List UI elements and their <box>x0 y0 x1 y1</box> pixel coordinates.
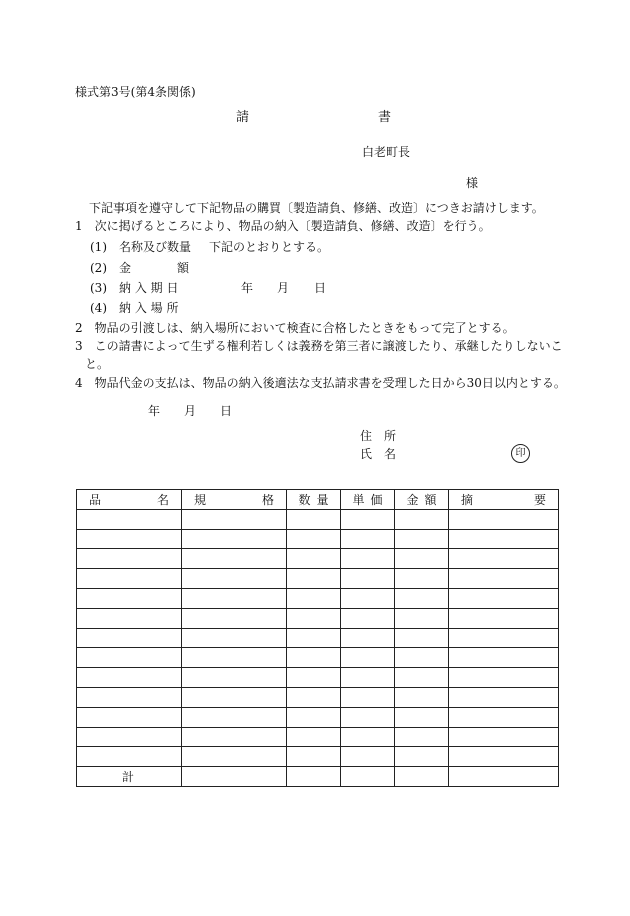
table-cell[interactable] <box>182 687 287 707</box>
table-cell[interactable] <box>182 509 287 529</box>
table-cell[interactable] <box>341 529 395 549</box>
table-cell[interactable] <box>77 707 182 727</box>
table-cell[interactable] <box>395 687 449 707</box>
table-cell[interactable] <box>449 549 559 569</box>
table-cell[interactable] <box>287 727 341 747</box>
header-spec: 規 格 <box>182 490 287 510</box>
table-cell[interactable] <box>182 707 287 727</box>
header-item-name: 品 名 <box>77 490 182 510</box>
clause-1-2-label2: 額 <box>177 261 190 275</box>
header-quantity: 数 量 <box>287 490 341 510</box>
addressee: 白老町長 <box>362 145 411 159</box>
table-cell[interactable] <box>449 509 559 529</box>
clause-1-3-month: 月 <box>277 281 290 295</box>
table-cell[interactable] <box>182 648 287 668</box>
table-cell[interactable] <box>449 707 559 727</box>
table-cell[interactable] <box>341 668 395 688</box>
table-cell[interactable] <box>287 588 341 608</box>
table-cell[interactable] <box>182 668 287 688</box>
table-row <box>77 687 559 707</box>
table-cell[interactable] <box>77 747 182 767</box>
date-day: 日 <box>220 404 233 418</box>
table-cell[interactable] <box>182 608 287 628</box>
table-cell[interactable] <box>77 588 182 608</box>
table-row <box>77 747 559 767</box>
table-cell[interactable] <box>77 569 182 589</box>
table-row <box>77 628 559 648</box>
clause-1-3-day: 日 <box>314 281 327 295</box>
date-month: 月 <box>184 404 197 418</box>
table-cell[interactable] <box>287 668 341 688</box>
table-cell[interactable] <box>77 529 182 549</box>
table-row <box>77 707 559 727</box>
table-cell[interactable] <box>287 648 341 668</box>
address-label: 住 所 <box>360 429 397 443</box>
table-cell[interactable] <box>287 549 341 569</box>
table-cell[interactable] <box>395 509 449 529</box>
table-cell[interactable] <box>182 588 287 608</box>
clause-1-1-value: 下記のとおりとする。 <box>209 240 330 254</box>
table-cell[interactable] <box>341 509 395 529</box>
table-cell[interactable] <box>182 549 287 569</box>
table-cell[interactable] <box>287 509 341 529</box>
table-cell[interactable] <box>449 628 559 648</box>
table-cell[interactable] <box>395 628 449 648</box>
table-cell[interactable] <box>395 668 449 688</box>
table-cell[interactable] <box>449 569 559 589</box>
table-row <box>77 549 559 569</box>
table-row <box>77 608 559 628</box>
table-cell[interactable] <box>341 608 395 628</box>
table-cell[interactable] <box>287 608 341 628</box>
table-cell[interactable] <box>287 529 341 549</box>
title-left: 請 <box>236 110 250 125</box>
table-row <box>77 668 559 688</box>
table-cell[interactable] <box>182 529 287 549</box>
table-cell[interactable] <box>395 747 449 767</box>
items-table <box>76 489 559 787</box>
table-cell[interactable] <box>449 747 559 767</box>
table-cell[interactable] <box>182 628 287 648</box>
table-cell[interactable] <box>341 727 395 747</box>
table-cell[interactable] <box>341 549 395 569</box>
clause-1-1-label: (1) 名称及び数量 <box>90 240 191 254</box>
header-amount: 金 額 <box>395 490 449 510</box>
table-row <box>77 588 559 608</box>
table-cell[interactable] <box>182 747 287 767</box>
table-cell[interactable] <box>341 648 395 668</box>
table-cell[interactable] <box>395 608 449 628</box>
table-cell[interactable] <box>341 687 395 707</box>
clause-4: 4 物品代金の支払は、物品の納入後適法な支払請求書を受理した日から30日以内とする。 <box>75 376 566 390</box>
table-cell[interactable] <box>449 608 559 628</box>
table-cell[interactable] <box>395 569 449 589</box>
table-cell[interactable] <box>77 509 182 529</box>
table-cell[interactable] <box>77 549 182 569</box>
clause-1: 1 次に掲げるところにより、物品の納入〔製造請負、修繕、改造〕を行う。 <box>75 219 491 233</box>
seal-mark: 印 <box>511 444 530 463</box>
table-cell[interactable] <box>341 628 395 648</box>
form-number: 様式第3号(第4条関係) <box>75 85 196 99</box>
table-cell[interactable] <box>77 687 182 707</box>
clause-3-line1: 3 この請書によって生ずる権利若しくは義務を第三者に譲渡したり、承継したりしないこ <box>75 339 563 353</box>
table-cell[interactable] <box>287 687 341 707</box>
table-cell[interactable] <box>287 707 341 727</box>
clause-1-4-label: (4) 納 入 場 所 <box>90 301 179 315</box>
table-row <box>77 569 559 589</box>
table-cell[interactable] <box>287 747 341 767</box>
date-year: 年 <box>148 404 161 418</box>
table-cell[interactable] <box>341 588 395 608</box>
table-row <box>77 727 559 747</box>
clause-1-2-label: (2) 金 <box>90 261 131 275</box>
table-cell[interactable] <box>449 687 559 707</box>
table-cell[interactable] <box>395 588 449 608</box>
table-cell[interactable] <box>449 648 559 668</box>
table-cell[interactable] <box>395 727 449 747</box>
table-cell[interactable] <box>449 668 559 688</box>
table-cell[interactable] <box>341 707 395 727</box>
header-unit-price: 単 価 <box>341 490 395 510</box>
table-cell[interactable] <box>395 707 449 727</box>
clause-1-3-label: (3) 納 入 期 日 <box>90 281 179 295</box>
table-cell[interactable] <box>287 628 341 648</box>
table-cell[interactable] <box>77 727 182 747</box>
table-row <box>77 509 559 529</box>
table-cell[interactable] <box>341 569 395 589</box>
intro-text: 下記事項を遵守して下記物品の購買〔製造請負、修繕、改造〕につきお請けします。 <box>89 201 544 215</box>
title-right: 書 <box>378 110 392 125</box>
table-total-row <box>77 767 559 787</box>
table-cell[interactable] <box>287 569 341 589</box>
table-cell[interactable] <box>449 529 559 549</box>
clause-2: 2 物品の引渡しは、納入場所において検査に合格したときをもって完了とする。 <box>75 321 515 335</box>
table-cell[interactable] <box>395 549 449 569</box>
table-row <box>77 529 559 549</box>
total-label: 計 <box>77 767 182 787</box>
table-cell[interactable] <box>341 747 395 767</box>
table-cell[interactable] <box>395 529 449 549</box>
table-cell[interactable] <box>182 569 287 589</box>
table-cell[interactable] <box>395 648 449 668</box>
table-cell[interactable] <box>77 608 182 628</box>
header-remarks: 摘 要 <box>449 490 559 510</box>
table-cell[interactable] <box>449 588 559 608</box>
table-cell[interactable] <box>182 727 287 747</box>
table-header-row <box>77 490 559 510</box>
table-cell[interactable] <box>77 648 182 668</box>
table-row <box>77 648 559 668</box>
honorific-sama: 様 <box>466 176 479 190</box>
clause-1-3-year: 年 <box>241 281 254 295</box>
table-cell[interactable] <box>449 727 559 747</box>
name-label: 氏 名 <box>360 447 397 461</box>
table-cell[interactable] <box>77 628 182 648</box>
clause-3-line2: と。 <box>85 357 110 371</box>
table-cell[interactable] <box>77 668 182 688</box>
